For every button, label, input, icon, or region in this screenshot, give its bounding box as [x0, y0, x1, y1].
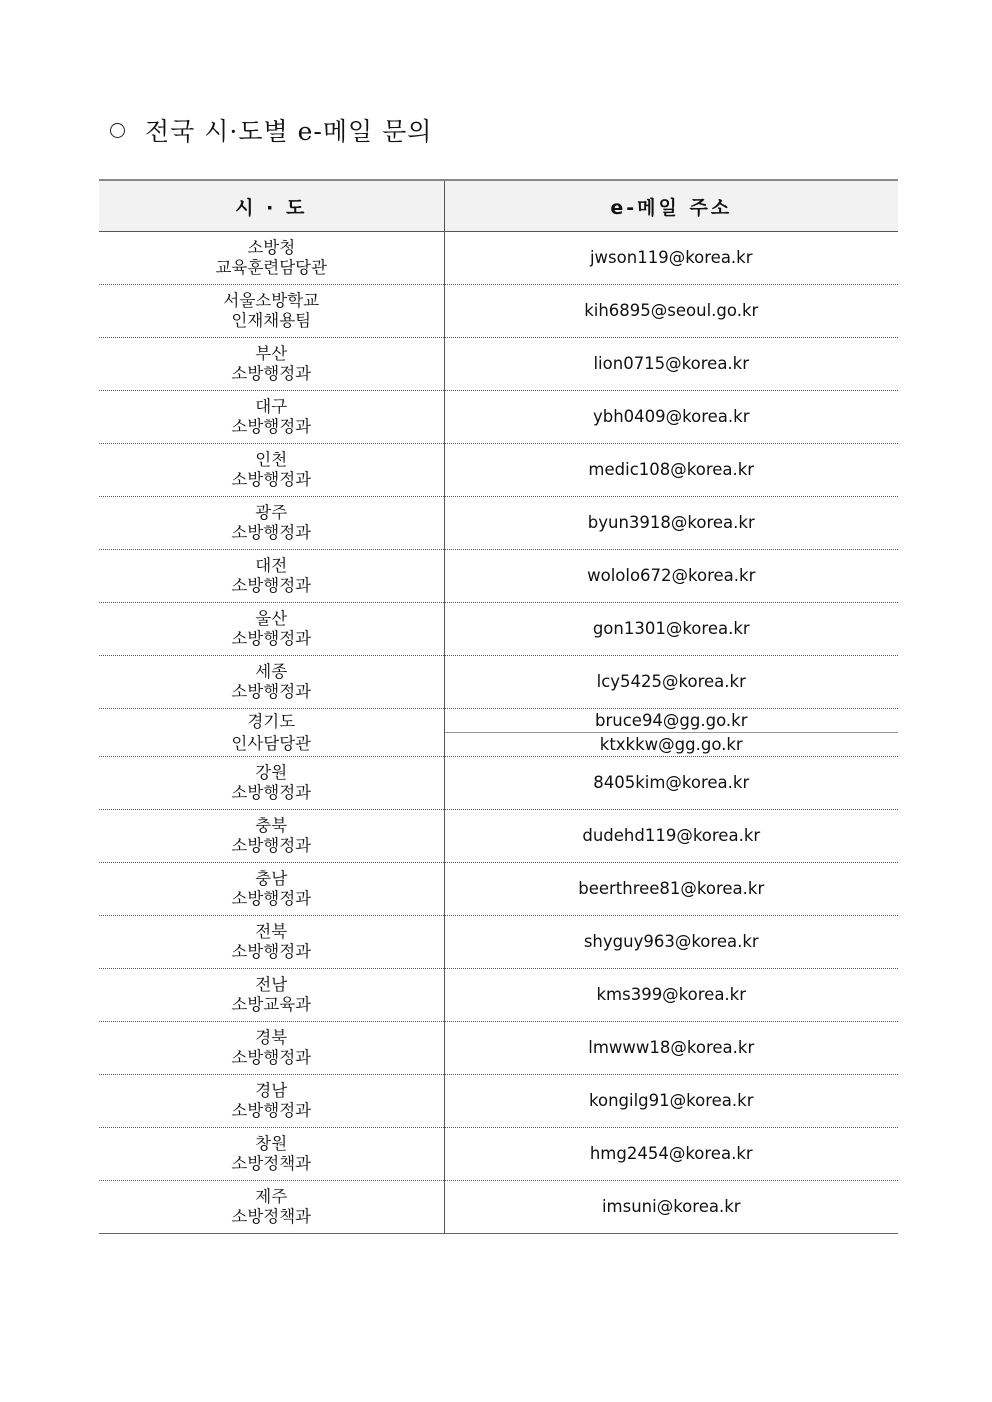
email-contact-table — [99, 179, 898, 1234]
region-cell — [99, 1075, 444, 1128]
region-name: 강원 — [255, 763, 288, 782]
table-body — [99, 232, 898, 1234]
region-name: 충남 — [255, 869, 288, 888]
region-cell — [99, 391, 444, 444]
region-name: 대구 — [255, 397, 288, 416]
region-name: 울산 — [255, 609, 288, 628]
department-name: 소방행정과 — [231, 1101, 312, 1120]
email-address[interactable]: byun3918@korea.kr — [444, 497, 898, 550]
region-cell — [99, 603, 444, 656]
table-row — [99, 656, 898, 709]
department-name: 소방정책과 — [231, 1207, 312, 1226]
table-row — [99, 444, 898, 497]
section-heading — [110, 112, 432, 148]
region-name: 광주 — [255, 503, 288, 522]
region-cell — [99, 444, 444, 497]
table-row — [99, 285, 898, 338]
region-name: 경남 — [255, 1081, 288, 1100]
region-cell — [99, 338, 444, 391]
department-name: 인사담당관 — [231, 733, 312, 753]
department-name: 소방행정과 — [231, 629, 312, 648]
region-name: 창원 — [255, 1134, 288, 1153]
department-name: 교육훈련담당관 — [215, 258, 328, 277]
department-name: 소방정책과 — [231, 1154, 312, 1173]
region-cell — [99, 1128, 444, 1181]
header-email: e-메일 주소 — [444, 180, 898, 232]
region-cell — [99, 232, 444, 285]
email-address[interactable]: beerthree81@korea.kr — [444, 863, 898, 916]
region-name: 부산 — [255, 344, 288, 363]
table-row — [99, 1181, 898, 1234]
table-row — [99, 757, 898, 810]
table-row — [99, 391, 898, 444]
table-row — [99, 1022, 898, 1075]
table-row — [99, 969, 898, 1022]
email-address[interactable]: lcy5425@korea.kr — [444, 656, 898, 709]
table-row — [99, 497, 898, 550]
region-name: 경북 — [255, 1028, 288, 1047]
region-name: 대전 — [255, 556, 288, 575]
region-cell — [99, 863, 444, 916]
table-row — [99, 1128, 898, 1181]
department-name: 소방행정과 — [231, 783, 312, 802]
region-name: 전북 — [255, 922, 288, 941]
region-name: 인천 — [255, 450, 288, 469]
region-name: 경기도 — [247, 711, 296, 731]
email-address[interactable]: ybh0409@korea.kr — [444, 391, 898, 444]
table-row — [99, 916, 898, 969]
table-row — [99, 810, 898, 863]
region-cell — [99, 969, 444, 1022]
circle-bullet-icon — [110, 123, 125, 138]
department-name: 소방행정과 — [231, 523, 312, 542]
email-address[interactable]: gon1301@korea.kr — [444, 603, 898, 656]
region-cell — [99, 656, 444, 709]
email-address[interactable]: bruce94@gg.go.kr — [444, 709, 898, 733]
table-row — [99, 338, 898, 391]
department-name: 소방행정과 — [231, 1048, 312, 1067]
department-name: 인재채용팀 — [231, 311, 312, 330]
email-address[interactable]: kih6895@seoul.go.kr — [444, 285, 898, 338]
email-address[interactable]: dudehd119@korea.kr — [444, 810, 898, 863]
region-name: 소방청 — [247, 238, 296, 257]
table-row — [99, 709, 898, 733]
region-name: 제주 — [255, 1187, 288, 1206]
table-row — [99, 232, 898, 285]
email-address[interactable]: lion0715@korea.kr — [444, 338, 898, 391]
email-address[interactable]: kongilg91@korea.kr — [444, 1075, 898, 1128]
department-name: 소방행정과 — [231, 836, 312, 855]
department-name: 소방행정과 — [231, 417, 312, 436]
email-address[interactable]: jwson119@korea.kr — [444, 232, 898, 285]
region-cell — [99, 1181, 444, 1234]
region-cell — [99, 1022, 444, 1075]
region-cell — [99, 916, 444, 969]
region-cell — [99, 285, 444, 338]
department-name: 소방행정과 — [231, 942, 312, 961]
department-name: 소방행정과 — [231, 682, 312, 701]
department-name: 소방행정과 — [231, 470, 312, 489]
email-address[interactable]: wololo672@korea.kr — [444, 550, 898, 603]
email-address[interactable]: lmwww18@korea.kr — [444, 1022, 898, 1075]
region-name: 세종 — [255, 662, 288, 681]
region-cell — [99, 550, 444, 603]
heading-text: 전국 시·도별 e-메일 문의 — [145, 117, 433, 146]
table-row — [99, 603, 898, 656]
region-name: 서울소방학교 — [223, 291, 320, 310]
department-name: 소방행정과 — [231, 576, 312, 595]
email-address[interactable]: shyguy963@korea.kr — [444, 916, 898, 969]
region-name: 전남 — [255, 975, 288, 994]
region-cell — [99, 810, 444, 863]
email-address[interactable]: hmg2454@korea.kr — [444, 1128, 898, 1181]
email-address[interactable]: medic108@korea.kr — [444, 444, 898, 497]
table-row — [99, 550, 898, 603]
region-cell — [99, 757, 444, 810]
region-cell — [99, 497, 444, 550]
email-address[interactable]: ktxkkw@gg.go.kr — [444, 733, 898, 757]
department-name: 소방교육과 — [231, 995, 312, 1014]
table-row — [99, 863, 898, 916]
header-region: 시 · 도 — [99, 180, 444, 232]
table-header-row — [99, 180, 898, 232]
region-name: 충북 — [255, 816, 288, 835]
email-address[interactable]: kms399@korea.kr — [444, 969, 898, 1022]
email-address[interactable]: 8405kim@korea.kr — [444, 757, 898, 810]
department-name: 소방행정과 — [231, 364, 312, 383]
email-address[interactable]: imsuni@korea.kr — [444, 1181, 898, 1234]
table-row — [99, 1075, 898, 1128]
department-name: 소방행정과 — [231, 889, 312, 908]
region-cell — [99, 709, 444, 757]
